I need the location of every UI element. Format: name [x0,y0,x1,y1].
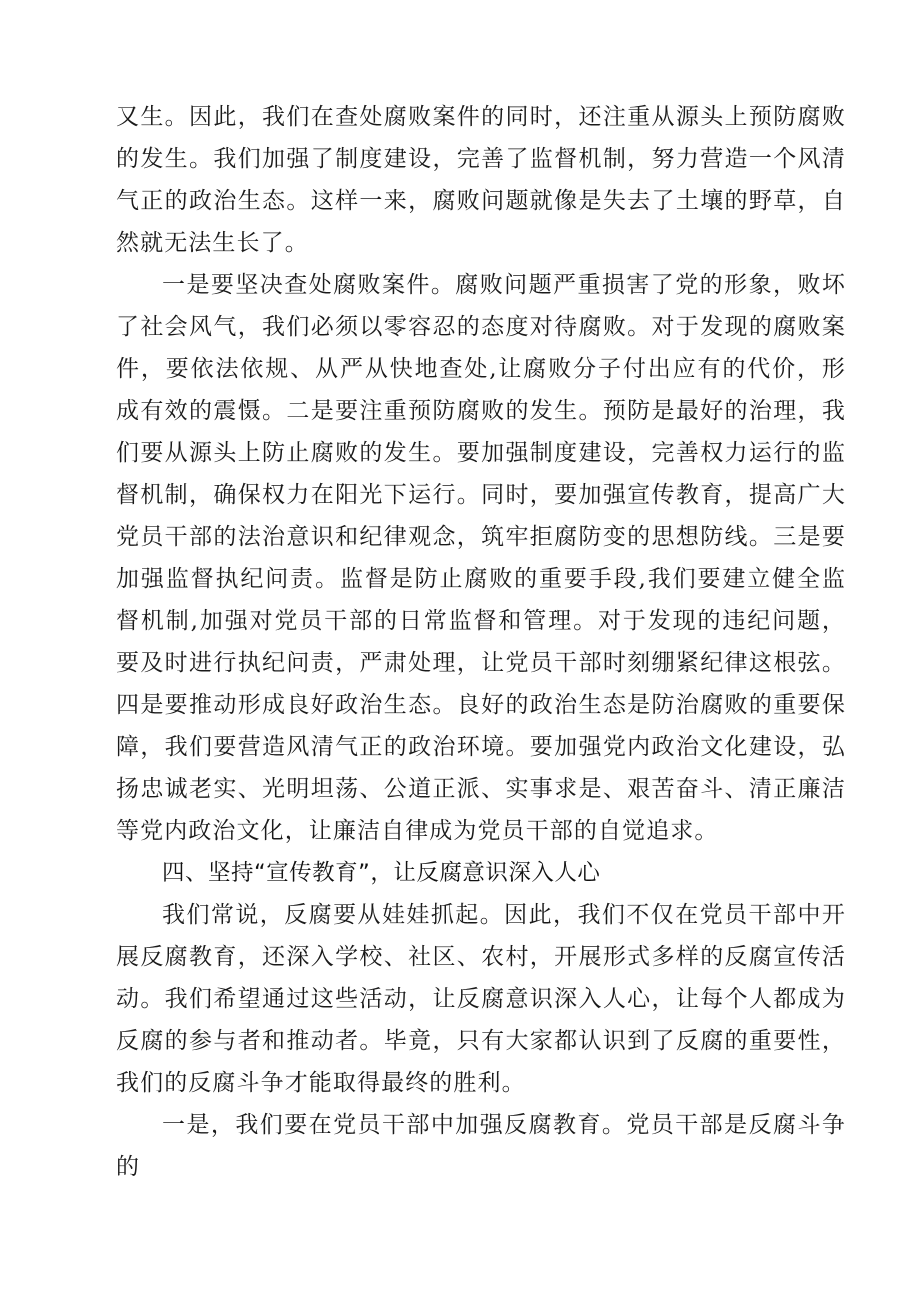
section-heading: 四、坚持“宣传教育”，让反腐意识深入人心 [162,860,601,886]
paragraph-anti-corruption-measures: 一是要坚决查处腐败案件。腐败问题严重损害了党的形象，败坏了社会风气，我们必须以零容忍的态度对待腐败。对于发现的腐败案件，要依法依规、从严从快地查处,让腐败分子付出应有的代价，形成有效的震慑。二是要注重预防腐败的发生。预防是最好的治理，我们要从源头上防止腐败的发生。要加强制度建设，完善权力运行的监督机制，确保权力在阳光下运行。同时，要加强宣传教育，提高广大党员干部的法治意识和纪律观念，筑牢拒腐防变的思想防线。三是要加强监督执纪问责。监督是防止腐败的重要手段,我们要建立健全监督机制,加强对党员干部的日常监督和管理。对于发现的违纪问题，要及时进行执纪问责，严肃处理，让党员干部时刻绷紧纪律这根弦。四是要推动形成良好政治生态。良好的政治生态是防治腐败的重要保障，我们要营造风清气正的政治环境。要加强党内政治文化建设，弘扬忠诚老实、光明坦荡、公道正派、实事求是、艰苦奋斗、清正廉洁等党内政治文化，让廉洁自律成为党员干部的自觉追求。 [116,272,846,844]
paragraph-continuation: 又生。因此，我们在查处腐败案件的同时，还注重从源头上预防腐败的发生。我们加强了制度建设，完善了监督机制，努力营造一个风清气正的政治生态。这样一来，腐败问题就像是失去了土壤的野草，自然就无法生长了。 [116,104,846,256]
paragraph-education-first: 一是，我们要在党员干部中加强反腐教育。党员干部是反腐斗争的 [116,1112,846,1180]
paragraph-education-intro: 我们常说，反腐要从娃娃抓起。因此，我们不仅在党员干部中开展反腐教育，还深入学校、社区、农村，开展形式多样的反腐宣传活动。我们希望通过这些活动，让反腐意识深入人心，让每个人都成为反腐的参与者和推动者。毕竟，只有大家都认识到了反腐的重要性，我们的反腐斗争才能取得最终的胜利。 [116,902,846,1096]
document-body [116,96,846,1188]
